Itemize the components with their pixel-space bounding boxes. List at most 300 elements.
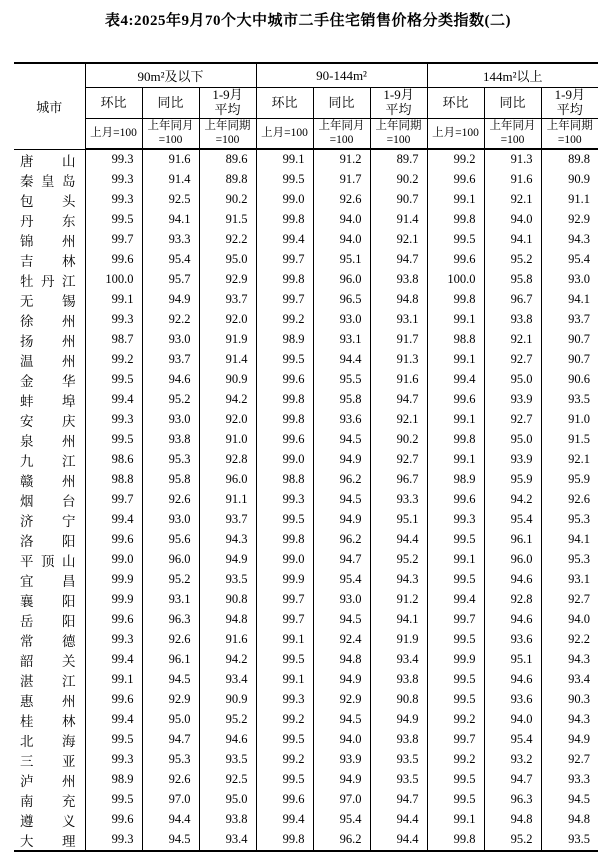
value-cell: 94.4 <box>142 810 199 830</box>
value-cell: 99.5 <box>427 790 484 810</box>
value-cell: 94.9 <box>313 510 370 530</box>
value-cell: 91.7 <box>313 170 370 190</box>
value-cell: 92.6 <box>142 630 199 650</box>
value-cell: 98.7 <box>85 330 142 350</box>
value-cell: 99.1 <box>256 630 313 650</box>
value-cell: 99.2 <box>427 149 484 170</box>
value-cell: 99.8 <box>256 210 313 230</box>
value-cell: 94.1 <box>370 610 427 630</box>
value-cell: 92.0 <box>199 410 256 430</box>
value-cell: 93.3 <box>370 490 427 510</box>
value-cell: 99.5 <box>427 630 484 650</box>
value-cell: 93.8 <box>370 670 427 690</box>
value-cell: 95.8 <box>484 270 541 290</box>
city-name: 岳 阳 <box>14 610 85 630</box>
value-cell: 98.9 <box>256 330 313 350</box>
value-cell: 94.4 <box>370 810 427 830</box>
value-cell: 94.5 <box>313 710 370 730</box>
value-cell: 94.3 <box>568 712 591 726</box>
table-row <box>14 790 598 810</box>
value-cell: 95.4 <box>568 252 591 266</box>
value-cell: 92.6 <box>142 490 199 510</box>
metric-header-yoy: 同比 <box>313 88 370 119</box>
value-cell: 99.5 <box>427 690 484 710</box>
value-cell: 99.4 <box>85 650 142 670</box>
value-cell: 95.9 <box>484 470 541 490</box>
value-cell: 91.6 <box>370 370 427 390</box>
value-cell: 99.6 <box>427 250 484 270</box>
value-cell: 94.8 <box>568 812 591 826</box>
value-cell: 94.3 <box>199 530 256 550</box>
group-header-90-below: 90m²及以下 <box>85 63 256 88</box>
metric-header-yoy: 同比 <box>484 88 541 119</box>
table-row <box>14 590 598 610</box>
value-cell: 99.0 <box>256 550 313 570</box>
value-cell: 99.2 <box>256 310 313 330</box>
table-row <box>14 230 598 250</box>
value-cell: 95.5 <box>313 370 370 390</box>
value-cell: 90.7 <box>568 332 591 346</box>
value-cell: 98.6 <box>85 450 142 470</box>
value-cell: 94.2 <box>199 650 256 670</box>
table-body <box>14 149 598 851</box>
price-index-table <box>14 62 598 852</box>
value-cell: 94.9 <box>199 550 256 570</box>
value-cell: 93.5 <box>370 750 427 770</box>
value-cell: 99.6 <box>85 530 142 550</box>
value-cell: 99.5 <box>85 430 142 450</box>
value-cell: 99.8 <box>256 830 313 851</box>
value-cell: 94.9 <box>568 732 591 746</box>
value-cell: 96.0 <box>199 470 256 490</box>
table-row <box>14 450 598 470</box>
value-cell: 99.5 <box>85 210 142 230</box>
value-cell: 95.1 <box>313 250 370 270</box>
table-row <box>14 510 598 530</box>
value-cell: 99.2 <box>256 710 313 730</box>
table-row <box>14 149 598 170</box>
value-cell: 92.7 <box>484 410 541 430</box>
value-cell: 91.5 <box>199 210 256 230</box>
value-cell: 99.3 <box>85 310 142 330</box>
value-cell: 94.3 <box>568 652 591 666</box>
value-cell: 99.6 <box>427 390 484 410</box>
value-cell: 92.9 <box>568 212 591 226</box>
base-header-avg <box>370 119 427 150</box>
value-cell: 91.3 <box>484 149 541 170</box>
city-name: 北 海 <box>14 730 85 750</box>
value-cell: 94.9 <box>142 290 199 310</box>
value-cell: 94.8 <box>484 810 541 830</box>
city-name: 徐 州 <box>14 310 85 330</box>
value-cell: 92.1 <box>370 410 427 430</box>
base-header-yoy-line2: =100 <box>329 133 354 146</box>
value-cell: 99.5 <box>427 530 484 550</box>
value-cell: 99.7 <box>427 610 484 630</box>
value-cell: 95.4 <box>313 570 370 590</box>
base-header-avg <box>541 119 598 150</box>
city-name: 南 充 <box>14 790 85 810</box>
value-cell: 95.0 <box>484 370 541 390</box>
value-cell: 91.6 <box>199 630 256 650</box>
value-cell: 94.1 <box>142 210 199 230</box>
value-cell: 99.5 <box>427 670 484 690</box>
value-cell: 95.6 <box>142 530 199 550</box>
value-cell: 99.6 <box>427 170 484 190</box>
value-cell: 99.6 <box>85 250 142 270</box>
value-cell: 99.3 <box>427 510 484 530</box>
value-cell: 96.1 <box>142 650 199 670</box>
group-header-row <box>14 63 598 88</box>
value-cell: 91.9 <box>199 330 256 350</box>
metric-header-avg <box>199 88 256 119</box>
value-cell: 89.7 <box>370 149 427 170</box>
table-row <box>14 250 598 270</box>
value-cell: 95.0 <box>199 250 256 270</box>
page-title: 表4:2025年9月70个大中城市二手住宅销售价格分类指数(二) <box>105 13 511 29</box>
value-cell: 95.8 <box>313 390 370 410</box>
table-row <box>14 650 598 670</box>
base-header-row <box>14 119 598 150</box>
value-cell: 94.7 <box>370 390 427 410</box>
city-name: 赣 州 <box>14 470 85 490</box>
value-cell: 94.9 <box>313 670 370 690</box>
value-cell: 94.7 <box>484 770 541 790</box>
table-row <box>14 610 598 630</box>
value-cell: 92.7 <box>568 752 591 766</box>
table-row <box>14 670 598 690</box>
table-row <box>14 490 598 510</box>
base-header-avg-line1: 上年同期 <box>375 120 422 133</box>
value-cell: 97.0 <box>142 790 199 810</box>
table-row <box>14 170 598 190</box>
city-name: 襄 阳 <box>14 590 85 610</box>
value-cell: 99.1 <box>256 670 313 690</box>
value-cell: 94.3 <box>370 570 427 590</box>
value-cell: 94.0 <box>313 210 370 230</box>
value-cell: 93.1 <box>313 330 370 350</box>
city-name: 烟 台 <box>14 490 85 510</box>
value-cell: 94.6 <box>484 610 541 630</box>
value-cell: 99.1 <box>427 550 484 570</box>
base-header-yoy-line1: 上年同月 <box>147 120 194 133</box>
value-cell: 99.8 <box>427 210 484 230</box>
value-cell: 92.6 <box>142 770 199 790</box>
value-cell: 92.8 <box>199 450 256 470</box>
value-cell: 95.3 <box>142 750 199 770</box>
value-cell: 95.2 <box>370 550 427 570</box>
value-cell: 93.8 <box>370 270 427 290</box>
city-name: 济 宁 <box>14 510 85 530</box>
value-cell: 93.3 <box>142 230 199 250</box>
value-cell: 99.5 <box>256 770 313 790</box>
value-cell: 99.2 <box>427 710 484 730</box>
value-cell: 95.7 <box>142 270 199 290</box>
value-cell: 92.1 <box>484 330 541 350</box>
value-cell: 92.1 <box>568 452 591 466</box>
city-name: 金 华 <box>14 370 85 390</box>
value-cell: 99.5 <box>427 770 484 790</box>
base-header-avg-line2: =100 <box>386 133 411 146</box>
value-cell: 99.4 <box>256 810 313 830</box>
value-cell: 94.6 <box>142 370 199 390</box>
value-cell: 99.2 <box>427 750 484 770</box>
group-header-144-above: 144m²以上 <box>427 63 598 88</box>
value-cell: 99.3 <box>85 410 142 430</box>
city-name: 湛 江 <box>14 670 85 690</box>
value-cell: 93.1 <box>142 590 199 610</box>
value-cell: 93.7 <box>199 290 256 310</box>
table-row <box>14 410 598 430</box>
table-row <box>14 430 598 450</box>
value-cell: 90.9 <box>568 172 591 186</box>
value-cell: 99.1 <box>427 810 484 830</box>
value-cell: 91.4 <box>370 210 427 230</box>
city-name: 宜 昌 <box>14 570 85 590</box>
metric-header-mom: 环比 <box>256 88 313 119</box>
value-cell: 95.2 <box>484 250 541 270</box>
value-cell: 95.4 <box>142 250 199 270</box>
value-cell: 90.8 <box>199 590 256 610</box>
value-cell: 99.3 <box>256 490 313 510</box>
value-cell: 99.7 <box>256 590 313 610</box>
value-cell: 93.4 <box>370 650 427 670</box>
city-name: 惠 州 <box>14 690 85 710</box>
city-name: 锦 州 <box>14 230 85 250</box>
value-cell: 94.8 <box>370 290 427 310</box>
metric-header-avg-line2: 平均 <box>214 102 241 117</box>
value-cell: 99.5 <box>85 790 142 810</box>
base-header-avg-line1: 上年同期 <box>546 120 593 133</box>
value-cell: 99.6 <box>85 690 142 710</box>
value-cell: 97.0 <box>313 790 370 810</box>
value-cell: 92.2 <box>199 230 256 250</box>
table-row <box>14 390 598 410</box>
table-row <box>14 570 598 590</box>
base-header-avg <box>199 119 256 150</box>
value-cell: 93.5 <box>199 750 256 770</box>
value-cell: 89.8 <box>199 170 256 190</box>
value-cell: 94.9 <box>313 770 370 790</box>
value-cell: 95.1 <box>484 650 541 670</box>
base-header-yoy <box>142 119 199 150</box>
value-cell: 96.0 <box>142 550 199 570</box>
value-cell: 95.4 <box>484 510 541 530</box>
value-cell: 99.0 <box>256 190 313 210</box>
value-cell: 99.7 <box>256 290 313 310</box>
value-cell: 90.7 <box>370 190 427 210</box>
value-cell: 95.2 <box>199 710 256 730</box>
value-cell: 93.1 <box>370 310 427 330</box>
table-row <box>14 710 598 730</box>
value-cell: 99.7 <box>85 230 142 250</box>
base-header-mom: 上月=100 <box>85 119 142 150</box>
value-cell: 94.4 <box>370 830 427 851</box>
value-cell: 91.2 <box>370 590 427 610</box>
value-cell: 99.6 <box>85 810 142 830</box>
value-cell: 92.7 <box>370 450 427 470</box>
value-cell: 95.0 <box>484 430 541 450</box>
table-row <box>14 270 598 290</box>
table-row <box>14 770 598 790</box>
value-cell: 99.6 <box>85 610 142 630</box>
base-header-avg-line2: =100 <box>215 133 240 146</box>
table-row <box>14 190 598 210</box>
value-cell: 94.9 <box>370 710 427 730</box>
table-row <box>14 330 598 350</box>
value-cell: 93.2 <box>484 750 541 770</box>
base-header-yoy <box>484 119 541 150</box>
value-cell: 94.4 <box>370 530 427 550</box>
value-cell: 92.6 <box>568 492 591 506</box>
value-cell: 99.4 <box>85 390 142 410</box>
base-header-yoy-line1: 上年同月 <box>489 120 536 133</box>
metric-header-avg-line1: 1-9月 <box>212 87 243 103</box>
base-header-yoy-line2: =100 <box>500 133 525 146</box>
value-cell: 93.0 <box>568 272 591 286</box>
value-cell: 94.0 <box>568 612 591 626</box>
value-cell: 92.1 <box>370 230 427 250</box>
value-cell: 93.4 <box>568 672 591 686</box>
value-cell: 99.3 <box>85 750 142 770</box>
value-cell: 96.2 <box>313 530 370 550</box>
value-cell: 93.6 <box>484 690 541 710</box>
value-cell: 96.0 <box>484 550 541 570</box>
value-cell: 99.9 <box>85 590 142 610</box>
table-row <box>14 690 598 710</box>
value-cell: 92.1 <box>484 190 541 210</box>
value-cell: 92.9 <box>142 690 199 710</box>
value-cell: 95.9 <box>568 472 591 486</box>
value-cell: 93.8 <box>370 730 427 750</box>
value-cell: 99.5 <box>85 370 142 390</box>
value-cell: 99.8 <box>427 290 484 310</box>
value-cell: 95.4 <box>484 730 541 750</box>
city-name: 牡 丹 江 <box>14 270 85 290</box>
value-cell: 92.5 <box>142 190 199 210</box>
value-cell: 99.7 <box>256 250 313 270</box>
table-row <box>14 470 598 490</box>
table-row <box>14 550 598 570</box>
city-name: 九 江 <box>14 450 85 470</box>
value-cell: 99.7 <box>427 730 484 750</box>
value-cell: 91.0 <box>568 412 591 426</box>
value-cell: 93.5 <box>199 570 256 590</box>
value-cell: 91.2 <box>313 149 370 170</box>
base-header-yoy-line2: =100 <box>158 133 183 146</box>
value-cell: 98.9 <box>85 770 142 790</box>
value-cell: 93.5 <box>568 392 591 406</box>
city-name: 三 亚 <box>14 750 85 770</box>
value-cell: 94.5 <box>142 670 199 690</box>
value-cell: 94.1 <box>568 292 591 306</box>
metric-header-mom: 环比 <box>85 88 142 119</box>
value-cell: 99.4 <box>85 710 142 730</box>
value-cell: 95.4 <box>313 810 370 830</box>
value-cell: 96.2 <box>313 470 370 490</box>
metric-header-avg-line1: 1-9月 <box>383 87 414 103</box>
base-header-yoy <box>313 119 370 150</box>
value-cell: 92.9 <box>313 690 370 710</box>
value-cell: 95.2 <box>142 570 199 590</box>
city-name: 唐 山 <box>14 149 85 170</box>
value-cell: 94.0 <box>484 710 541 730</box>
city-name: 桂 林 <box>14 710 85 730</box>
value-cell: 93.7 <box>199 510 256 530</box>
value-cell: 93.8 <box>199 810 256 830</box>
value-cell: 94.0 <box>484 210 541 230</box>
value-cell: 91.6 <box>484 170 541 190</box>
metric-header-row <box>14 88 598 119</box>
value-cell: 99.8 <box>256 530 313 550</box>
value-cell: 94.5 <box>313 430 370 450</box>
value-cell: 93.4 <box>199 830 256 851</box>
value-cell: 91.3 <box>370 350 427 370</box>
value-cell: 90.9 <box>199 370 256 390</box>
value-cell: 90.2 <box>370 430 427 450</box>
value-cell: 93.0 <box>313 590 370 610</box>
value-cell: 99.6 <box>256 370 313 390</box>
value-cell: 99.5 <box>427 230 484 250</box>
value-cell: 94.8 <box>313 650 370 670</box>
value-cell: 96.2 <box>313 830 370 851</box>
value-cell: 96.7 <box>484 290 541 310</box>
value-cell: 92.4 <box>313 630 370 650</box>
value-cell: 94.4 <box>313 350 370 370</box>
value-cell: 92.2 <box>142 310 199 330</box>
value-cell: 98.8 <box>256 470 313 490</box>
table-row <box>14 350 598 370</box>
value-cell: 99.1 <box>427 190 484 210</box>
value-cell: 90.2 <box>199 190 256 210</box>
base-header-mom: 上月=100 <box>427 119 484 150</box>
table-row <box>14 370 598 390</box>
value-cell: 93.5 <box>568 832 591 846</box>
value-cell: 94.2 <box>199 390 256 410</box>
value-cell: 99.3 <box>85 170 142 190</box>
metric-header-avg-line2: 平均 <box>385 102 412 117</box>
value-cell: 99.8 <box>256 410 313 430</box>
value-cell: 93.1 <box>568 572 591 586</box>
value-cell: 94.5 <box>313 610 370 630</box>
value-cell: 93.9 <box>484 450 541 470</box>
value-cell: 91.5 <box>568 432 591 446</box>
value-cell: 94.7 <box>370 790 427 810</box>
value-cell: 90.7 <box>568 352 591 366</box>
value-cell: 99.6 <box>256 430 313 450</box>
value-cell: 99.5 <box>85 730 142 750</box>
value-cell: 89.8 <box>568 152 591 167</box>
value-cell: 90.8 <box>370 690 427 710</box>
value-cell: 93.4 <box>199 670 256 690</box>
value-cell: 93.7 <box>142 350 199 370</box>
value-cell: 96.1 <box>484 530 541 550</box>
value-cell: 95.3 <box>568 552 591 566</box>
value-cell: 92.7 <box>568 592 591 606</box>
value-cell: 93.0 <box>142 510 199 530</box>
value-cell: 91.9 <box>370 630 427 650</box>
value-cell: 94.5 <box>313 490 370 510</box>
value-cell: 94.7 <box>313 550 370 570</box>
base-header-mom: 上月=100 <box>256 119 313 150</box>
value-cell: 98.8 <box>427 330 484 350</box>
city-name: 包 头 <box>14 190 85 210</box>
city-name: 无 锡 <box>14 290 85 310</box>
value-cell: 96.5 <box>313 290 370 310</box>
value-cell: 99.3 <box>85 190 142 210</box>
value-cell: 99.2 <box>256 750 313 770</box>
value-cell: 90.6 <box>568 372 591 386</box>
